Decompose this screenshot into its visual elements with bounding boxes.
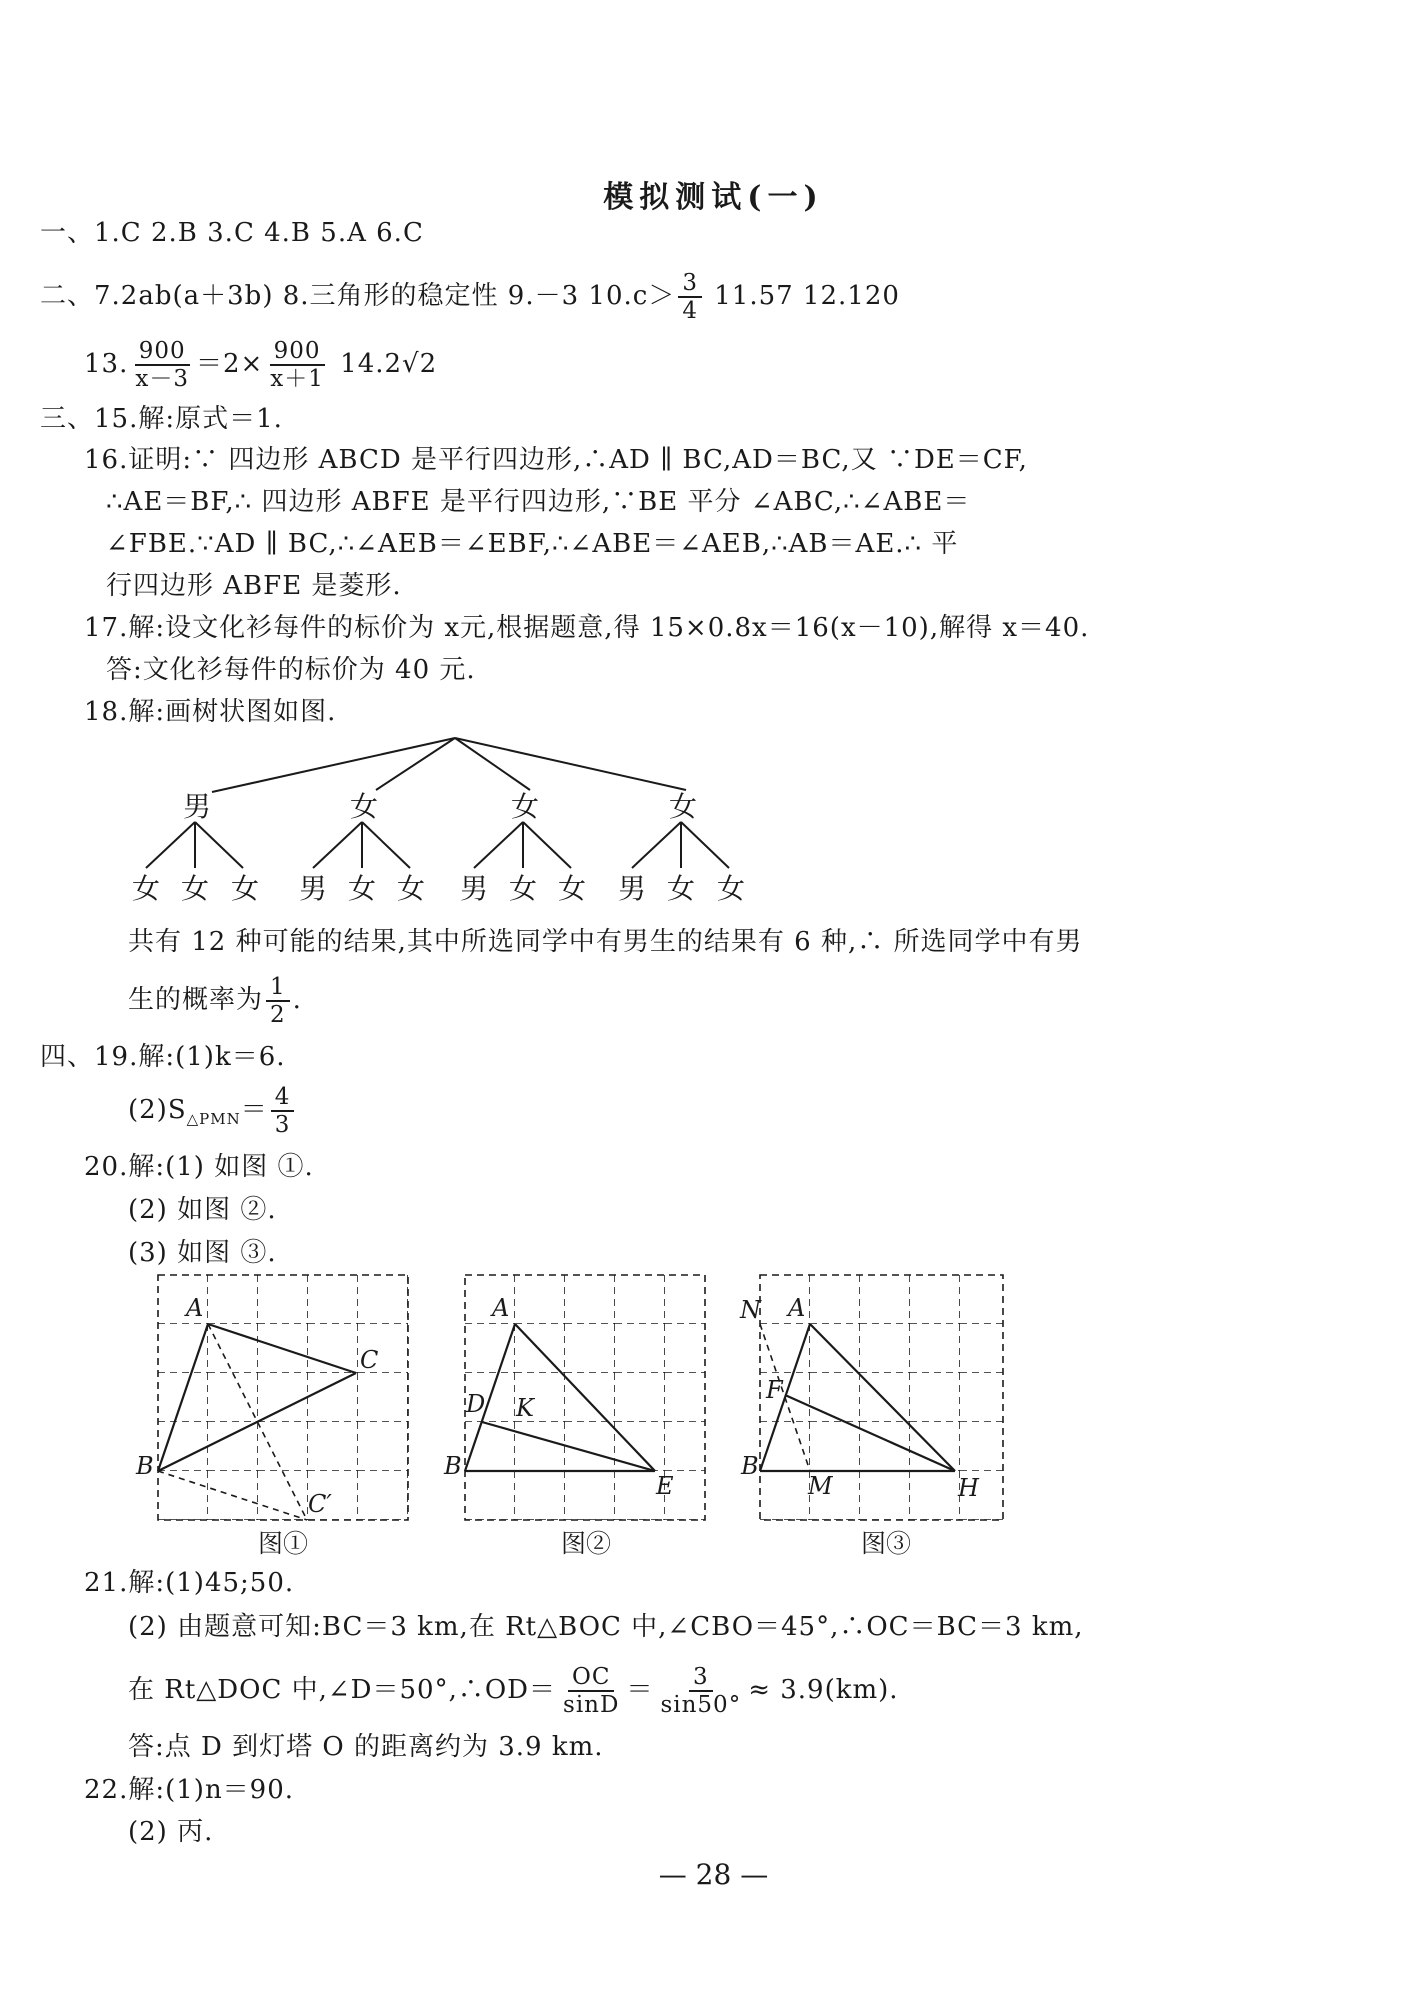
q19-s-sub: △PMN	[186, 1110, 241, 1128]
q21-line4: 答:点 D 到灯塔 O 的距离约为 3.9 km.	[128, 1732, 604, 1762]
q13-frac2-num: 900	[270, 338, 325, 366]
tree-leaf: 女	[180, 872, 210, 905]
section1-answers: 一、1.C 2.B 3.C 4.B 5.A 6.C	[40, 218, 424, 248]
fig3-label-a: A	[788, 1294, 806, 1322]
q19-line1: 四、19.解:(1)k＝6.	[40, 1042, 286, 1072]
fig3-label-h: H	[958, 1474, 979, 1502]
q20-line3: (3) 如图 ③.	[128, 1238, 277, 1268]
q18-line1: 18.解:画树状图如图.	[84, 697, 337, 727]
q20-line1: 20.解:(1) 如图 ①.	[84, 1152, 314, 1182]
q15: 三、15.解:原式＝1.	[40, 404, 283, 434]
section2-text: 二、7.2ab(a＋3b) 8.三角形的稳定性 9.－3 10.c＞	[40, 281, 676, 311]
q19-den: 3	[274, 1112, 291, 1138]
fig2-label-b: B	[444, 1452, 462, 1480]
q16-line2: ∴AE＝BF,∴ 四边形 ABFE 是平行四边形,∵BE 平分 ∠ABC,∴∠ABE＝	[106, 487, 971, 517]
q21-frac2-den: sin50°	[660, 1692, 742, 1718]
q21-frac1-num: OC	[568, 1664, 614, 1692]
q10-den: 4	[682, 298, 698, 324]
fig3-label-m: M	[808, 1472, 833, 1500]
q19-eq: ＝	[240, 1095, 268, 1125]
fig2-label-k: K	[516, 1394, 534, 1422]
q18-prob-den: 2	[270, 1002, 286, 1028]
q21-frac2	[656, 1664, 745, 1718]
figure-3	[739, 1275, 1003, 1558]
q20-line2: (2) 如图 ②.	[128, 1195, 277, 1225]
tree-node: 女	[668, 790, 698, 823]
tree-leaf: 女	[716, 872, 746, 905]
tree-leaf: 女	[347, 872, 377, 905]
page-title: 模拟测试(一)	[603, 180, 824, 215]
tree-leaf: 女	[557, 872, 587, 905]
q21-l3-pre: 在 Rt△DOC 中,∠D＝50°,∴OD＝	[128, 1675, 557, 1705]
q13-frac1-den: x－3	[135, 366, 189, 392]
q19-num: 4	[271, 1084, 295, 1112]
q13-label: 13.	[84, 349, 129, 379]
section2-tail: 11.57 12.120	[704, 281, 900, 311]
q21-l3-post: ≈ 3.9(km).	[748, 1675, 899, 1705]
q22-line1: 22.解:(1)n＝90.	[84, 1775, 295, 1805]
figure-1	[135, 1275, 408, 1558]
q21-line1: 21.解:(1)45;50.	[84, 1568, 295, 1598]
q16-line3: ∠FBE.∵AD ∥ BC,∴∠AEB＝∠EBF,∴∠ABE＝∠AEB,∴AB＝AE.∴ 平	[106, 529, 959, 559]
q21-line3	[128, 1664, 899, 1718]
q13-frac1-num: 900	[135, 338, 190, 366]
q13-mid: ＝2×	[195, 349, 264, 379]
q18-line2: 共有 12 种可能的结果,其中所选同学中有男生的结果有 6 种,∴ 所选同学中有男	[128, 927, 1083, 957]
q13-frac2-den: x＋1	[270, 366, 324, 392]
fig1-label-c-prime: C′	[308, 1490, 332, 1518]
fig1-label-c: C	[360, 1346, 379, 1374]
q21-frac1-den: sinD	[563, 1692, 620, 1718]
tree-leaf: 男	[298, 872, 328, 905]
tree-leaf: 男	[617, 872, 647, 905]
q18-prob-text: 生的概率为	[128, 985, 264, 1015]
fig2-label-a: A	[492, 1294, 510, 1322]
q17-line1: 17.解:设文化衫每件的标价为 x元,根据题意,得 15×0.8x＝16(x－10),解得 x＝40.	[84, 613, 1090, 643]
fig1-label-a: A	[186, 1294, 204, 1322]
page-number: — 28 —	[658, 1858, 769, 1891]
q21-frac1	[559, 1664, 623, 1718]
fig3-label-n: N	[740, 1296, 761, 1324]
q14: 14.2√2	[330, 349, 438, 379]
tree-node: 男	[182, 790, 212, 823]
q18-prob-num: 1	[266, 974, 290, 1002]
q21-frac2-num: 3	[689, 1664, 713, 1692]
tree-leaf: 男	[459, 872, 489, 905]
tree-leaf: 女	[666, 872, 696, 905]
fig2-label-d: D	[466, 1390, 486, 1418]
q21-l3-mid: ＝	[626, 1675, 654, 1705]
tree-leaf: 女	[396, 872, 426, 905]
q17-line2: 答:文化衫每件的标价为 40 元.	[106, 655, 476, 685]
fig2-caption: 图②	[560, 1529, 612, 1558]
fig1-label-b: B	[136, 1452, 154, 1480]
q21-line2: (2) 由题意可知:BC＝3 km,在 Rt△BOC 中,∠CBO＝45°,∴OC＝BC＝3 km,	[128, 1612, 1084, 1642]
fig3-label-f: F	[766, 1376, 783, 1404]
q16-line4: 行四边形 ABFE 是菱形.	[106, 571, 402, 601]
tree-node: 女	[349, 790, 379, 823]
figure-2	[443, 1275, 705, 1558]
q18-line3: 生的概率为 $\frac{1}{2}$ .	[128, 974, 302, 1028]
fig3-caption: 图③	[860, 1529, 912, 1558]
fig2-label-e: E	[656, 1472, 674, 1500]
q16-line1: 16.证明:∵ 四边形 ABCD 是平行四边形,∴AD ∥ BC,AD＝BC,又 ∵DE＝CF,	[84, 445, 1028, 475]
q22-line2: (2) 丙.	[128, 1817, 214, 1847]
tree-leaf: 女	[230, 872, 260, 905]
fig3-label-b: B	[741, 1452, 759, 1480]
tree-leaf: 女	[508, 872, 538, 905]
tree-leaf: 女	[131, 872, 161, 905]
tree-node: 女	[510, 790, 540, 823]
fig1-caption: 图①	[257, 1529, 309, 1558]
q10-num: 3	[678, 270, 702, 298]
q19-s: (2)S	[128, 1095, 187, 1125]
